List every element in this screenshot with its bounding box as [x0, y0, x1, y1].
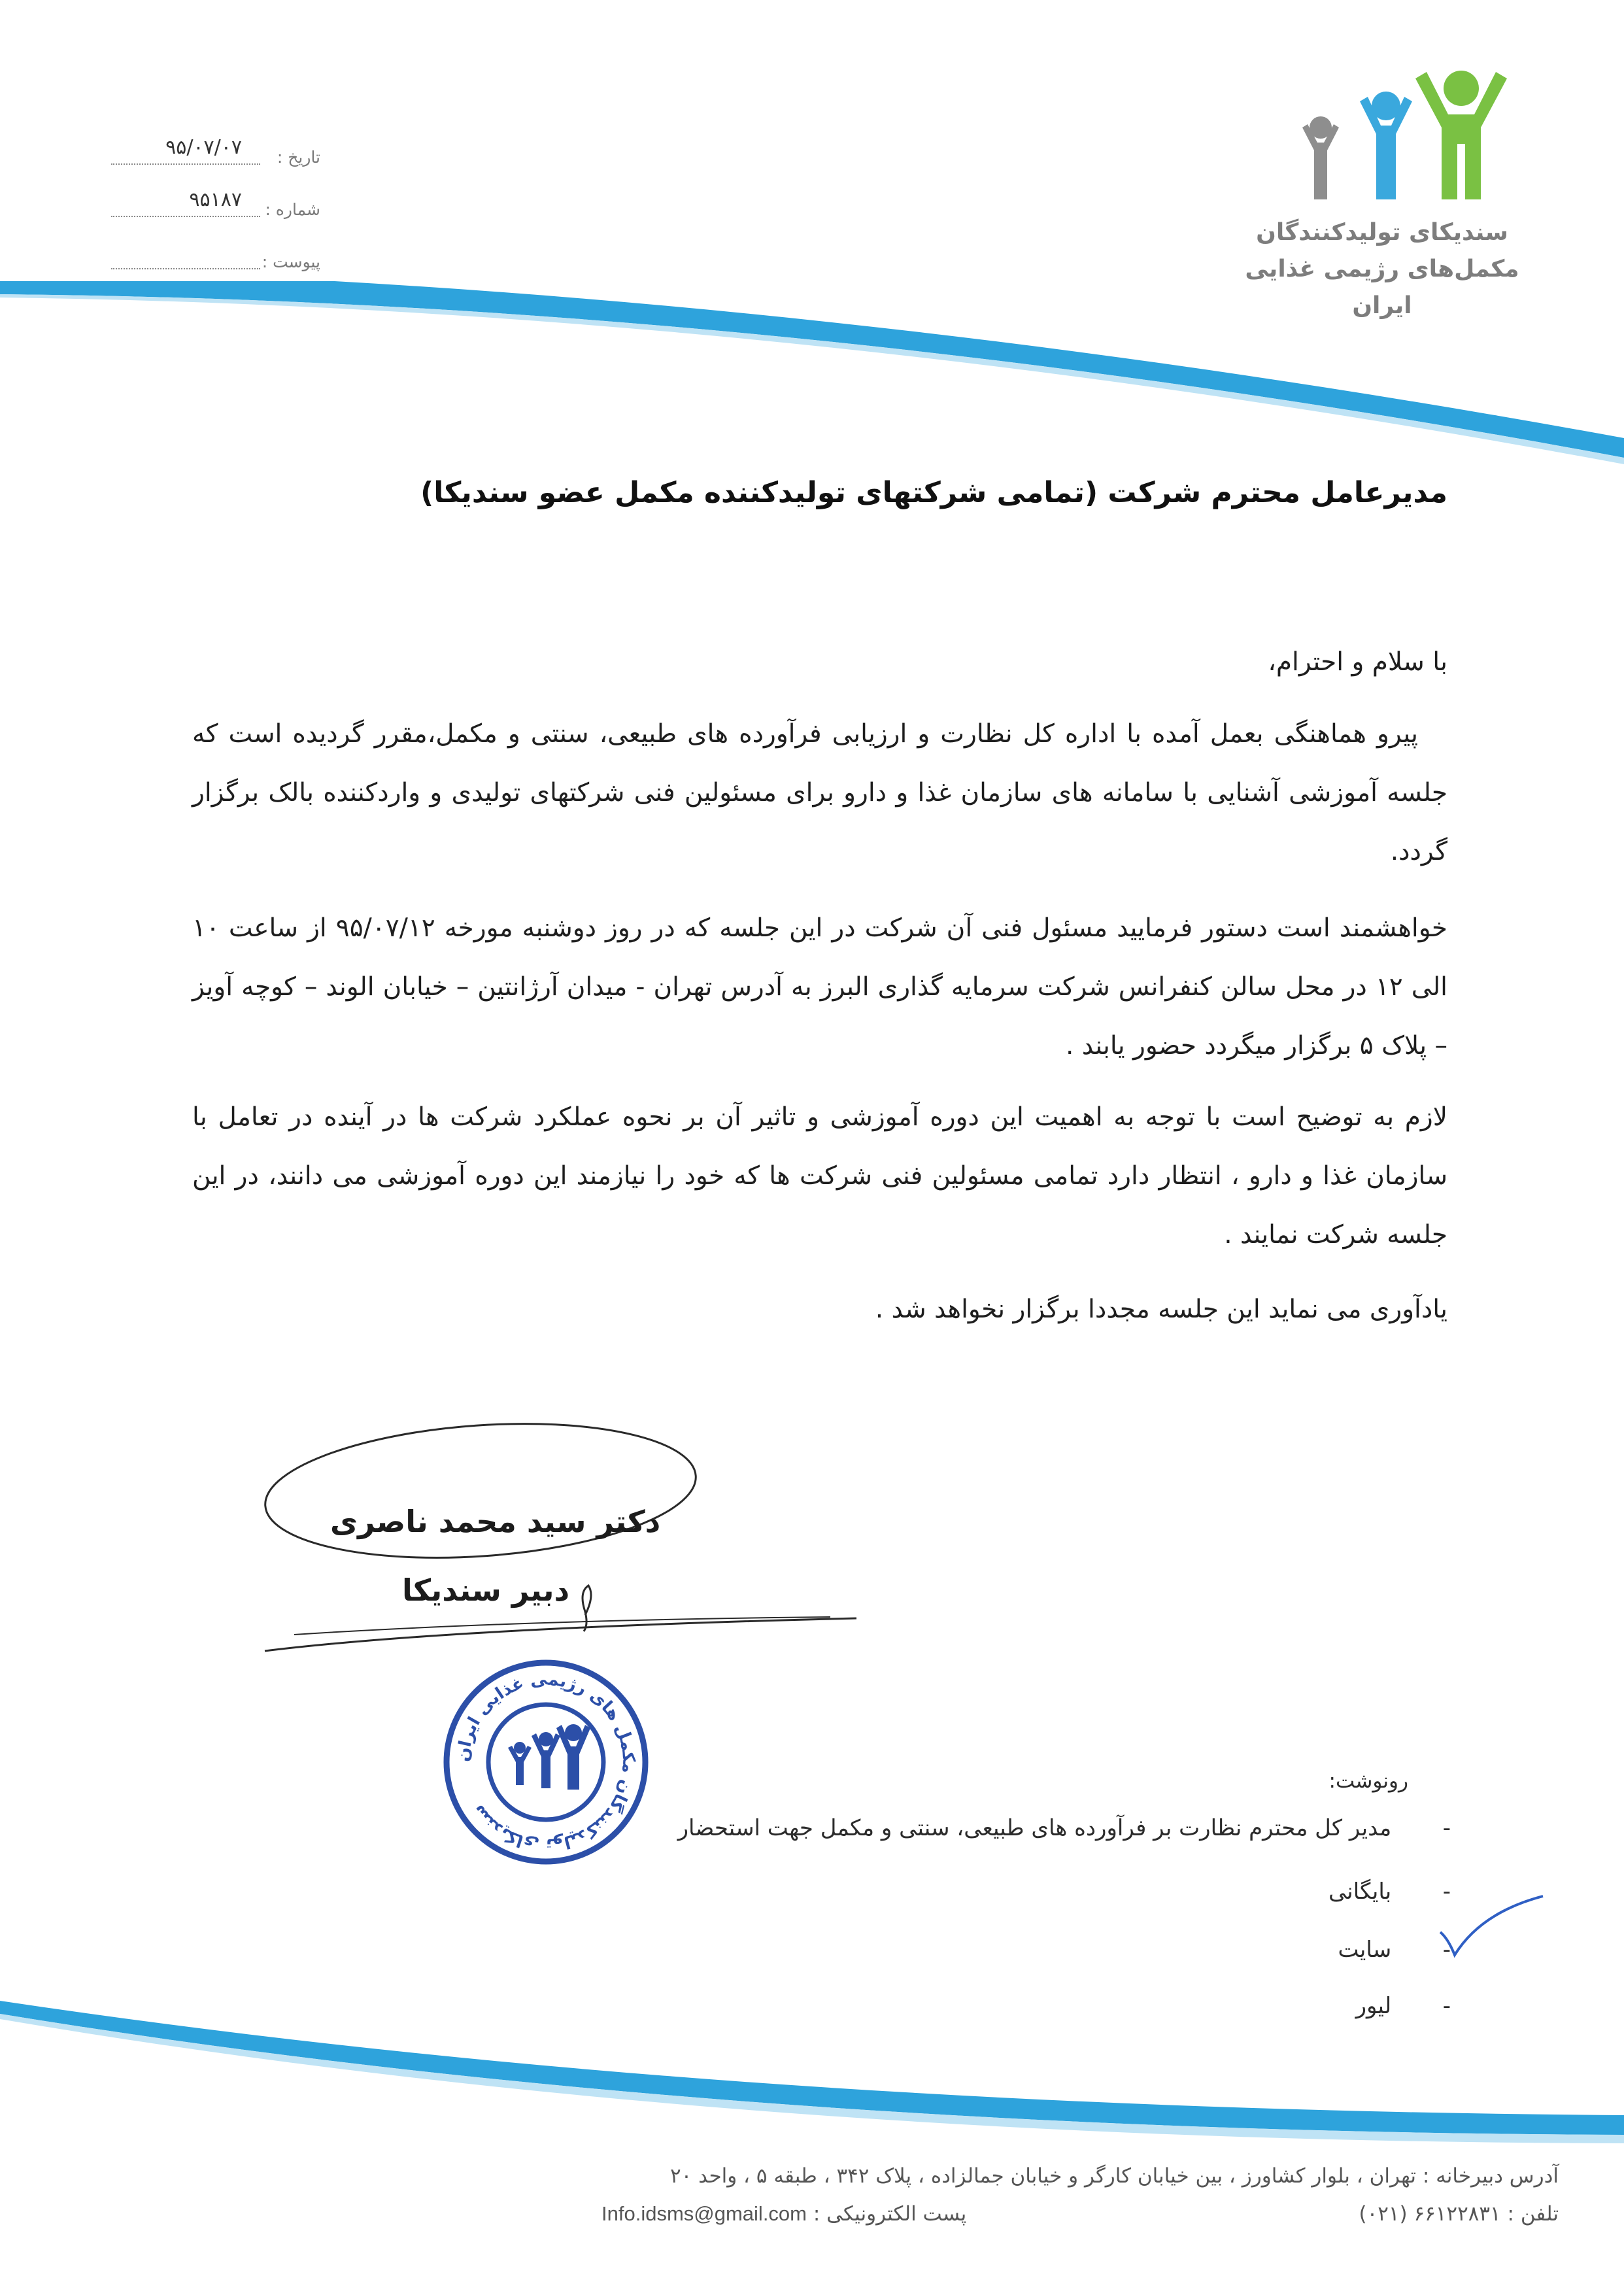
org-name-line3: ایران — [1352, 292, 1412, 319]
cc-item-label: بایگانی — [1328, 1878, 1392, 1905]
handwritten-signature-icon — [255, 1419, 876, 1667]
date-label: تاریخ : — [277, 148, 320, 167]
greeting: با سلام و احترام، — [1268, 647, 1447, 677]
number-dotted-line — [111, 216, 260, 217]
cc-item-label: سایت — [1338, 1937, 1392, 1963]
signer-name: دکتر سید محمد ناصری — [330, 1504, 661, 1539]
org-name-line2: مکمل‌های رژیمی غذایی — [1245, 256, 1519, 282]
date-dotted-line — [111, 163, 260, 165]
footer-phone: تلفن : ۶۶۱۲۲۸۳۱ (۰۲۱) — [1359, 2202, 1559, 2226]
date-row — [111, 136, 320, 171]
bottom-blue-band — [0, 2001, 1624, 2151]
paragraph-1: پیرو هماهنگی بعمل آمده با اداره کل نظارت و ارزیابی فرآورده های طبیعی، سنتی و مکمل،مقرر گردیده است که جلسه آموزشی آشنایی با سامانه های سازمان غذا و دارو برای مسئولین فنی شرکتهای تولیدی و واردکننده بالک برگزار گردد. — [192, 719, 1447, 866]
logo-figures-icon — [1288, 65, 1563, 209]
org-name-line1: سندیکای تولیدکنندگان — [1256, 219, 1508, 246]
signer-title: دبیر سندیکا — [402, 1572, 570, 1608]
footer-email-label: پست الکترونیکی : — [813, 2202, 967, 2226]
checkmark-icon — [1435, 1893, 1546, 1965]
top-blue-band — [0, 281, 1624, 464]
number-label: شماره : — [265, 200, 320, 219]
cc-item-label: مدیر کل محترم نظارت بر فرآورده های طبیعی، سنتی و مکمل جهت استحضار — [677, 1815, 1392, 1841]
cc-bullet: - — [1442, 1815, 1451, 1841]
cc-item — [535, 1815, 1451, 1848]
number-row — [111, 188, 320, 224]
cc-title: رونوشت: — [1328, 1769, 1408, 1793]
recipient-line: مدیرعامل محترم شرکت (تمامی شرکتهای تولیدکننده مکمل عضو سندیکا) — [420, 476, 1447, 509]
paragraph-2: خواهشمند است دستور فرمایید مسئول فنی آن شرکت در این جلسه که در روز دوشنبه مورخه ۹۵/۰۷/۱۲ از ساعت ۱۰ الی ۱۲ در محل سالن کنفرانس شرکت سرمایه گذاری البرز به آدرس تهران - میدان آرژانتین – خیابان الوند – کوچه آویز – پلاک ۵ برگزار میگردد حضور یابند . — [192, 913, 1447, 1061]
number-value: ۹۵۱۸۷ — [189, 188, 242, 211]
cc-bullet: - — [1442, 1878, 1451, 1905]
cc-item — [535, 1937, 1451, 1969]
footer-address: آدرس دبیرخانه : تهران ، بلوار کشاورز ، بین خیابان کارگر و خیابان جمالزاده ، پلاک ۳۴۲ ، طبقه ۵ ، واحد ۲۰ — [670, 2164, 1559, 2188]
cc-item-label: لیور — [1355, 1993, 1392, 2019]
footer-email-block — [601, 2202, 966, 2226]
attachment-dotted-line — [111, 268, 260, 269]
date-value: ۹۵/۰۷/۰۷ — [165, 136, 242, 159]
paragraph-4: یادآوری می نماید این جلسه مجددا برگزار نخواهد شد . — [875, 1295, 1447, 1324]
attachment-label: پیوست : — [262, 252, 320, 271]
footer-email[interactable]: Info.idsms@gmail.com — [601, 2202, 807, 2225]
stamp-text: سندیکای تولیدکنندگان مکمل های رژیمی غذایی ایران — [453, 1669, 639, 1855]
attachment-row — [111, 250, 320, 276]
cc-bullet: - — [1442, 1937, 1451, 1963]
paragraph-3: لازم به توضیح است با توجه به اهمیت این دوره آموزشی و تاثیر آن بر نحوه عملکرد شرکت ها در آینده در تعامل با سازمان غذا و دارو ، انتظار دارد تمامی مسئولین فنی شرکت ها که خود را نیازمند این دوره آموزشی می دانند، در این جلسه شرکت نمایند . — [192, 1102, 1447, 1250]
cc-bullet: - — [1442, 1993, 1451, 2019]
cc-item — [535, 1878, 1451, 1911]
